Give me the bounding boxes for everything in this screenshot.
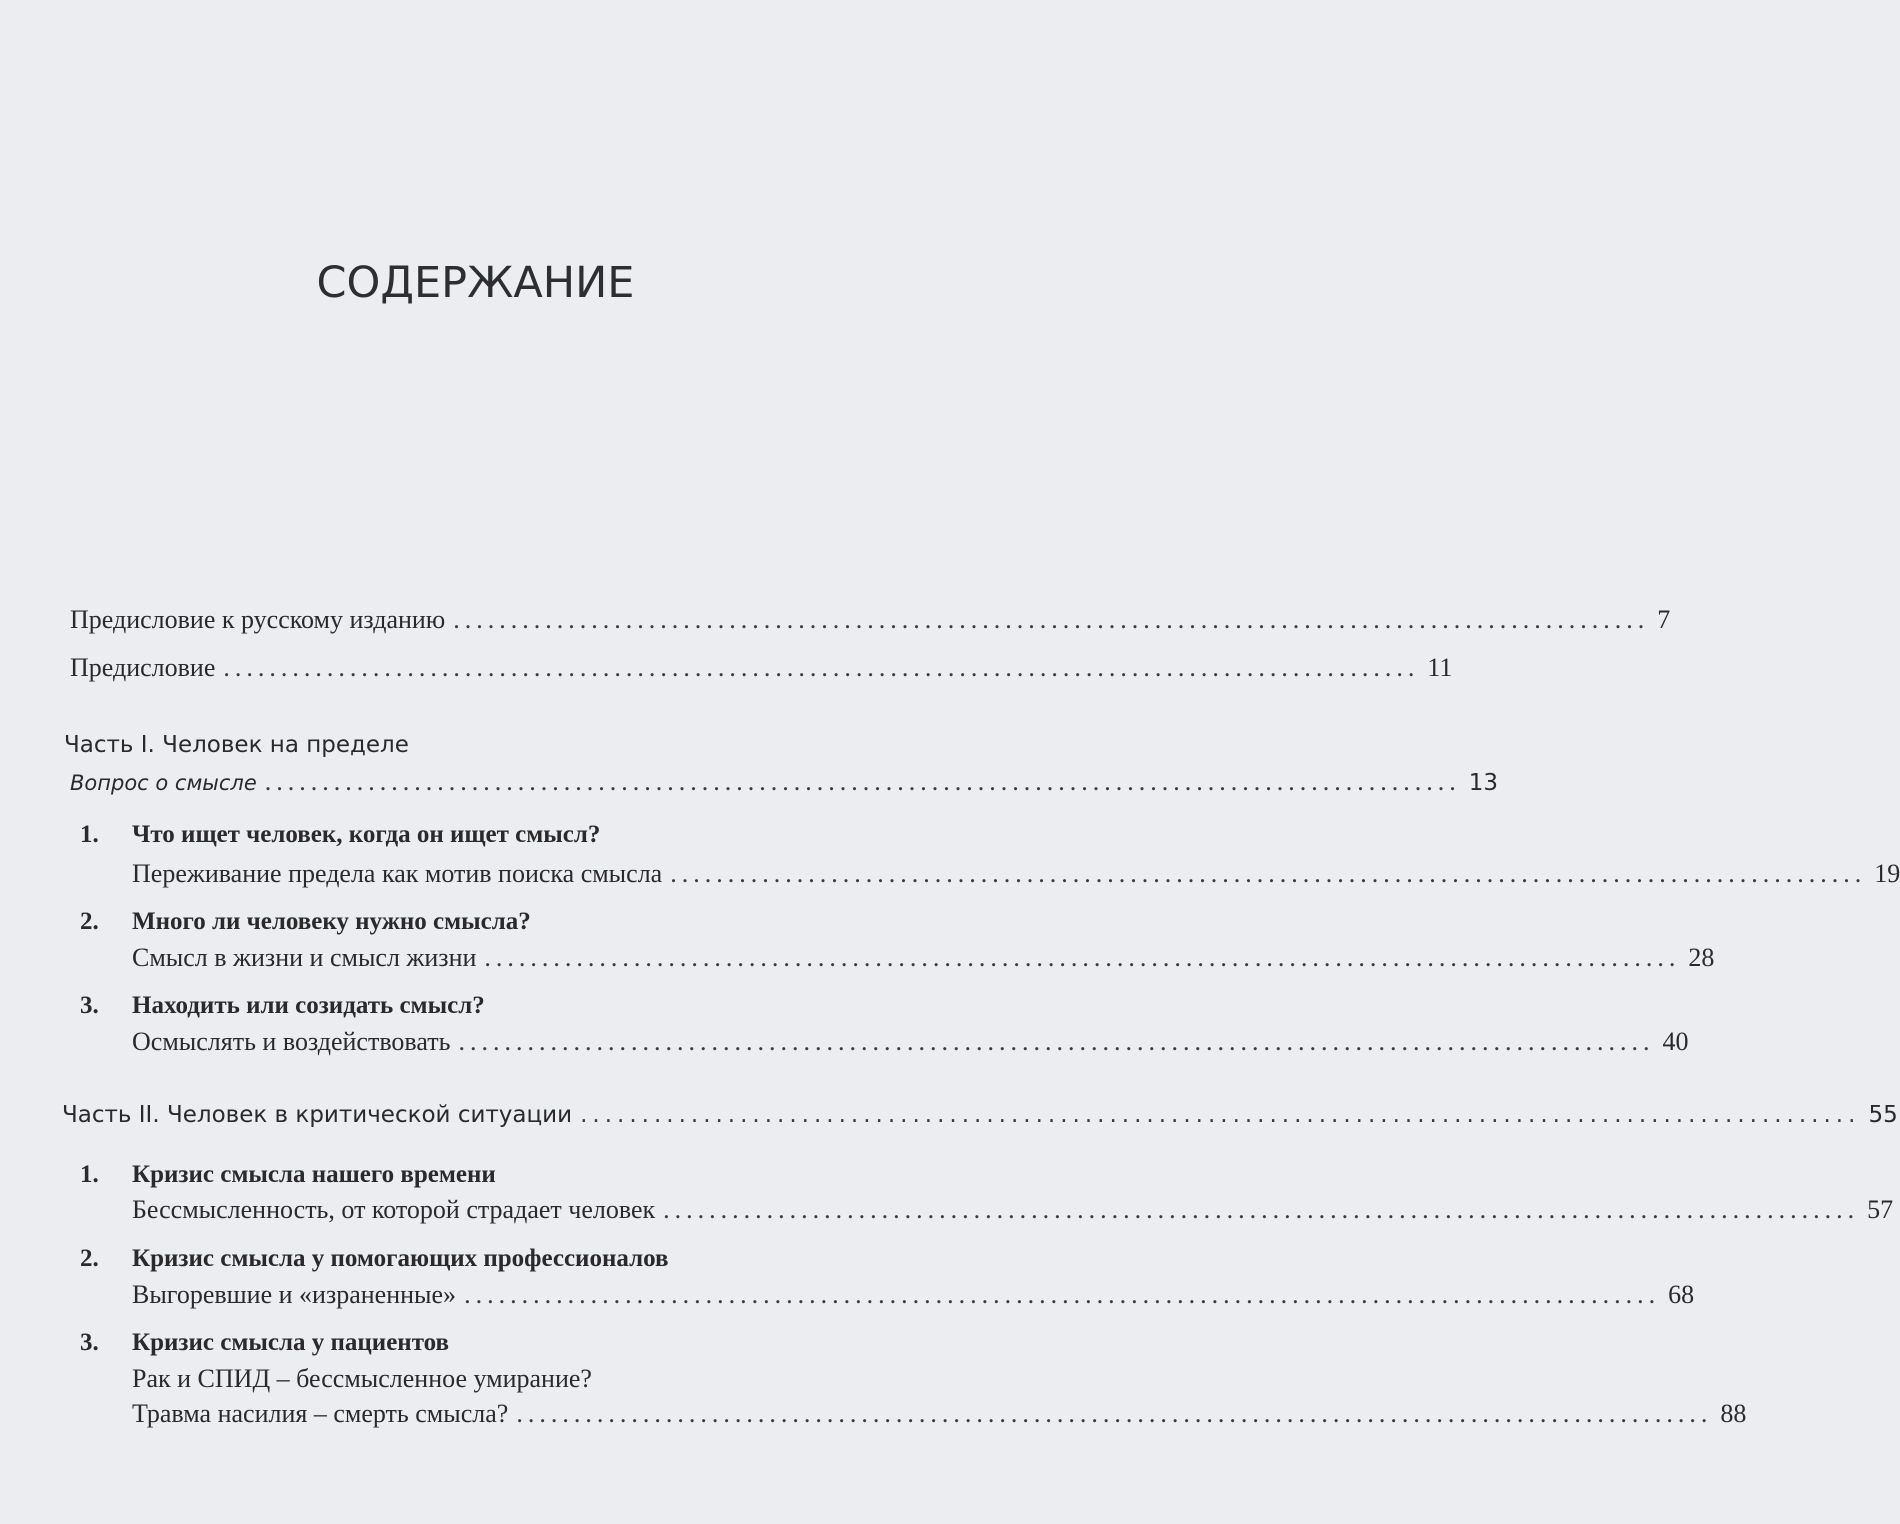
toc-entry-title: Предисловие к русскому изданию [70,605,446,634]
toc-part-title: Часть II. Человек в критической ситуации [62,1102,573,1128]
toc-chapter-2-1[interactable] [0,1155,951,1195]
toc-page-number: 7 [1657,605,1671,634]
chapter-number: 2. [80,1245,99,1272]
toc-page-number: 68 [1668,1280,1695,1309]
leader-dots: ........................................................................................................ [264,767,1461,796]
toc-entry-title: Осмыслять и воздействовать [132,1027,451,1056]
chapter-title: Кризис смысла у пациентов [132,1329,450,1356]
leader-dots: ........................................................................................................ [484,943,1681,972]
chapter-title: Кризис смысла нашего времени [132,1161,496,1188]
toc-entry-title: Выгоревшие и «израненные» [132,1280,457,1309]
chapter-title: Кризис смысла у помогающих профессионалов [132,1245,669,1272]
leader-dots: ........................................................................................................ [516,1399,1713,1428]
toc-entry-title: Бессмысленность, от которой страдает человек [132,1195,656,1224]
toc-page-number: 88 [1720,1399,1747,1428]
chapter-number: 2. [80,908,99,935]
toc-entry-2-3-sub-2[interactable] [0,1394,1747,1434]
chapter-number: 1. [80,821,99,848]
toc-page-number: 11 [1427,653,1453,682]
toc-chapter-2-2[interactable] [0,1239,951,1279]
toc-part-1[interactable] [0,725,951,765]
toc-chapter-1-3[interactable] [0,986,951,1026]
toc-page-number: 40 [1662,1027,1689,1056]
toc-entry-title: Рак и СПИД – бессмысленное умирание? [132,1364,592,1393]
toc-entry-1-2-sub[interactable] [0,938,1715,978]
toc-part-2[interactable] [0,1095,1898,1135]
toc-page-number: 57 [1867,1195,1894,1224]
toc-entry-2-3-sub-1[interactable] [0,1359,951,1399]
toc-chapter-1-2[interactable] [0,902,951,942]
chapter-title: Что ищет человек, когда он ищет смысл? [132,821,601,848]
toc-entry-1-3-sub[interactable] [0,1022,1689,1062]
chapter-title: Находить или созидать смысл? [132,992,485,1019]
toc-entry-2-1-sub[interactable] [0,1190,1894,1230]
toc-entry-title: Смысл в жизни и смысл жизни [132,943,477,972]
toc-entry-title: Травма насилия – смерть смысла? [132,1399,509,1428]
toc-page-number: 13 [1468,770,1499,796]
leader-dots: ........................................................................................................ [458,1027,1655,1056]
leader-dots: ........................................................................................................ [663,1195,1860,1224]
leader-dots: ........................................................................................................ [223,653,1420,682]
toc-entry-1-1-sub[interactable] [0,854,1900,894]
toc-entry-title: Предисловие [70,653,216,682]
toc-chapter-2-3[interactable] [0,1323,951,1363]
chapter-number: 3. [80,992,99,1019]
toc-chapter-1-1[interactable] [0,815,951,855]
toc-entry-2-2-sub[interactable] [0,1275,1695,1315]
toc-page-number: 19 [1874,859,1900,888]
toc-part-title: Часть I. Человек на пределе [64,732,409,758]
leader-dots: ........................................................................................................ [464,1280,1661,1309]
toc-entry-preface[interactable] [0,648,1453,688]
toc-entry-title: Переживание предела как мотив поиска смысла [132,859,663,888]
toc-entry-preface-ru[interactable] [0,600,1671,640]
toc-page-number: 55 [1868,1102,1898,1128]
leader-dots: ........................................................................................................ [670,859,1867,888]
leader-dots: ........................................................................................................ [580,1102,1861,1128]
toc-page-number: 28 [1688,943,1715,972]
page-title: СОДЕРЖАНИЕ [316,258,635,308]
toc-entry-question[interactable] [0,762,1499,802]
toc-entry-title: Вопрос о смысле [70,771,257,795]
chapter-title: Много ли человеку нужно смысла? [132,908,531,935]
leader-dots: ........................................................................................................ [453,605,1650,634]
chapter-number: 3. [80,1329,99,1356]
chapter-number: 1. [80,1161,99,1188]
